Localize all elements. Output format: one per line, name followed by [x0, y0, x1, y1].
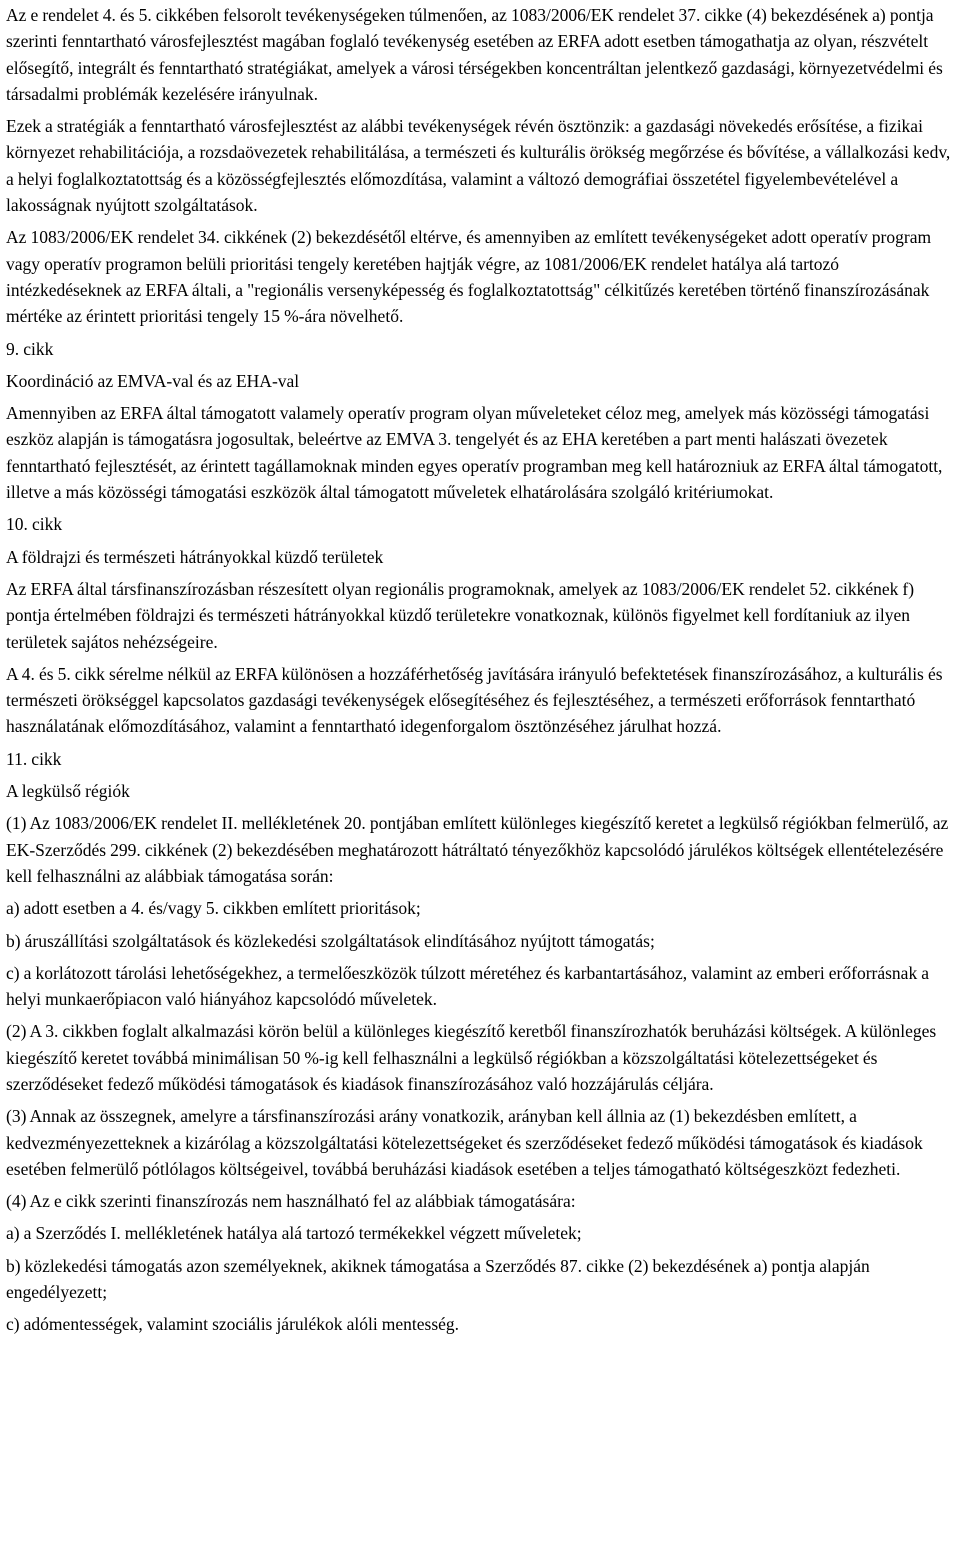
article-10-title: A földrajzi és természeti hátrányokkal küzdő területek — [6, 546, 384, 567]
article-11-paragraph-4: (4) Az e cikk szerinti finanszírozás nem használható fel az alábbiak támogatására: — [6, 1191, 576, 1212]
article-11-point-b: b) áruszállítási szolgáltatások és közlekedési szolgáltatások elindításához nyújtott támogatás; — [6, 930, 655, 951]
article-11-point-c: c) a korlátozott tárolási lehetőségekhez, a termelőeszközök túlzott méretéhez és karbantartásához, valamint az emberi erőforrásnak a helyi munkaerőpiacon való hiányához kapcsolódó műveletek. — [6, 962, 930, 1010]
article-11-paragraph-2: (2) A 3. cikkben foglalt alkalmazási körön belül a különleges kiegészítő keretből finanszírozhatók beruházási költségek. A különleges kiegészítő keretet továbbá minimálisan 50 %-ig kell felhasználni a legkülső régiókban a közszolgáltatási kötelezettségeket és szerződéseket fedező működési támogatások és kiadások finanszírozásához való hozzájárulás céljára. — [6, 1021, 937, 1094]
paragraph-urban-strategies-intro: Az e rendelet 4. és 5. cikkében felsorolt tevékenységeken túlmenően, az 1083/2006/EK rendelet 37. cikke (4) bekezdésének a) pontja szerinti fenntartható városfejlesztést magában foglaló tevékenység esetében az ERFA adott esetben támogathatja az olyan, részvételt elősegítő, integrált és fenntartható stratégiákat, amelyek a városi térségekben koncentráltan jelentkező gazdasági, környezetvédelmi és társadalmi problémák kezelésére irányulnak. — [6, 5, 943, 104]
paragraph-financing-derogation: Az 1083/2006/EK rendelet 34. cikkének (2) bekezdésétől eltérve, és amennyiben az említett tevékenységeket adott operatív program vagy operatív programon belüli prioritási tengely keretében hajtják végre, az 1081/2006/EK rendelet hatálya alá tartozó intézkedéseknek az ERFA általi, a "regionális versenyképesség és foglalkoztatottság" célkitűzés keretében történő finanszírozásának mértéke az érintett prioritási tengely 15 %-ára növelhető. — [6, 227, 932, 327]
article-11-paragraph-3: (3) Annak az összegnek, amelyre a társfinanszírozási arány vonatkozik, arányban kell állnia az (1) bekezdésben említett, a kedvezményezetteknek a kizárólag a közszolgáltatási kötelezettségeket és szerződéseket fedező működési támogatások és kiadások esetében felmerülő pótlólagos költségeivel, továbbá beruházási kiadások esetében a teljes támogatható költségeszközt fedezheti. — [6, 1106, 923, 1179]
article-11-exclusion-c: c) adómentességek, valamint szociális járulékok alóli mentesség. — [6, 1314, 460, 1335]
article-9-number: 9. cikk — [6, 338, 54, 359]
article-11-paragraph-1: (1) Az 1083/2006/EK rendelet II. mellékletének 20. pontjában említett különleges kiegészítő keretet a legkülső régiókban felmerülő, az EK-Szerződés 299. cikkének (2) bekezdésében meghatározott hátráltató tényezőkhöz kapcsolódó járulékos költségek ellentételezésére kell felhasználni az alábbiak támogatása során: — [6, 813, 949, 886]
article-11-number: 11. cikk — [6, 748, 62, 769]
article-11-title: A legkülső régiók — [6, 781, 130, 802]
paragraph-strategy-activities: Ezek a stratégiák a fenntartható városfejlesztést az alábbi tevékenységek révén ösztönzik: a gazdasági növekedés erősítése, a fizikai környezet rehabilitációja, a rozsdaövezetek rehabilitálása, a természeti és kulturális örökség megőrzése és bővítése, a vállalkozási kedv, a helyi foglalkoztatottság és a közösségfejlesztés előmozdítása, valamint a változó demográfiai összetétel figyelembevételével a lakosságnak nyújtott szolgáltatások. — [6, 116, 951, 216]
article-9-text: Amennyiben az ERFA által támogatott valamely operatív program olyan műveleteket céloz meg, amelyek más közösségi támogatási eszköz alapján is támogatásra jogosultak, beleértve az EMVA 3. tengelyét és az EHA keretében a part menti halászati övezetek fenntartható fejlesztését, az érintett tagállamoknak minden egyes operatív programban meg kell határozniuk az ERFA által támogatott, illetve a más közösségi támogatási eszközök által támogatott műveletek elhatárolására szolgáló kritériumokat. — [6, 403, 943, 503]
article-10-number: 10. cikk — [6, 514, 63, 535]
article-9-title: Koordináció az EMVA-val és az EHA-val — [6, 370, 300, 391]
article-10-paragraph-1: Az ERFA által társfinanszírozásban részesített olyan regionális programoknak, amelyek az 1083/2006/EK rendelet 52. cikkének f) pontja értelmében földrajzi és természeti hátrányokkal küzdő területekre vonatkoznak, különös figyelmet kell fordítaniuk az ilyen területek sajátos nehézségeire. — [6, 578, 915, 652]
article-11-exclusion-b: b) közlekedési támogatás azon személyeknek, akiknek támogatása a Szerződés 87. cikke (2) bekezdésének a) pontja alapján engedélyezett; — [6, 1255, 870, 1303]
article-11-exclusion-a: a) a Szerződés I. mellékletének hatálya alá tartozó termékekkel végzett műveletek; — [6, 1223, 582, 1244]
article-10-paragraph-2: A 4. és 5. cikk sérelme nélkül az ERFA különösen a hozzáférhetőség javítására irányuló befektetések finanszírozásához, a kulturális és természeti örökséggel kapcsolatos gazdasági tevékenységek elősegítéséhez és fejlesztéséhez, a természeti erőforrások fenntartható használatának előmozdításához, valamint a fenntartható idegenforgalom ösztönzéséhez járulhat hozzá. — [6, 663, 943, 737]
document-body — [6, 2, 956, 1338]
article-11-point-a: a) adott esetben a 4. és/vagy 5. cikkben említett prioritások; — [6, 898, 421, 919]
